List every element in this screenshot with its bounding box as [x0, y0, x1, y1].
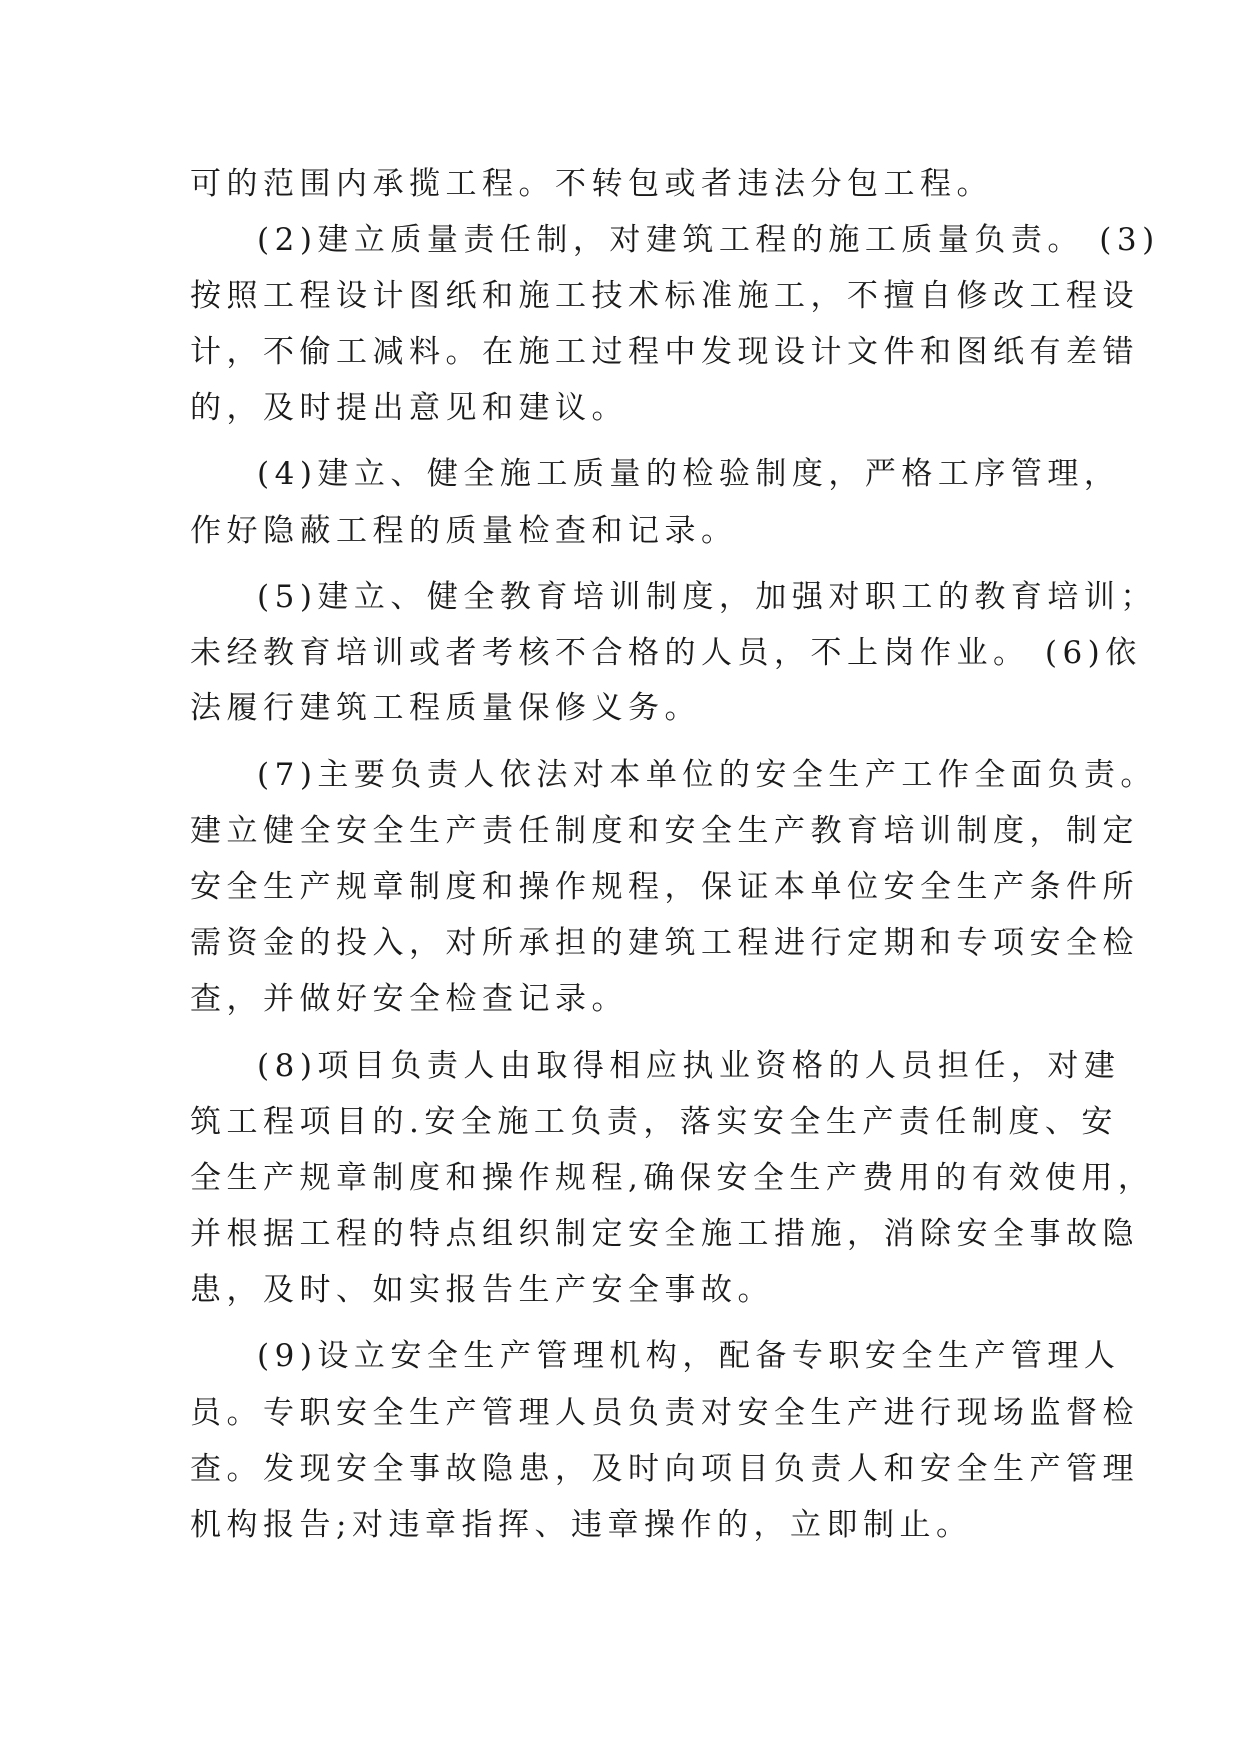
text-line: 并根据工程的特点组织制定安全施工措施，消除安全事故隐 — [190, 1216, 1139, 1252]
text-line: (4)建立、健全施工质量的检验制度，严格工序管理， — [257, 456, 1121, 492]
text-line: 全生产规章制度和操作规程,确保安全生产费用的有效使用， — [190, 1160, 1155, 1196]
text-line: 建立健全安全生产责任制度和安全生产教育培训制度，制定 — [190, 813, 1139, 849]
text-line: 机构报告;对违章指挥、违章操作的，立即制止。 — [190, 1507, 973, 1543]
text-line: 患，及时、如实报告生产安全事故。 — [190, 1272, 774, 1308]
text-line: 查。发现安全事故隐患，及时向项目负责人和安全生产管理 — [190, 1451, 1139, 1487]
text-line: 法履行建筑工程质量保修义务。 — [190, 690, 701, 726]
text-line: (8)项目负责人由取得相应执业资格的人员担任，对建 — [257, 1048, 1121, 1084]
text-line: 的，及时提出意见和建议。 — [190, 390, 628, 426]
text-line: 可的范围内承揽工程。不转包或者违法分包工程。 — [190, 166, 993, 202]
text-line: 计，不偷工减料。在施工过程中发现设计文件和图纸有差错 — [190, 334, 1139, 370]
text-line: (7)主要负责人依法对本单位的安全生产工作全面负责。 — [257, 757, 1157, 793]
text-line: 安全生产规章制度和操作规程，保证本单位安全生产条件所 — [190, 869, 1139, 905]
text-line: 筑工程项目的.安全施工负责，落实安全生产责任制度、安 — [190, 1104, 1118, 1140]
text-line: 作好隐蔽工程的质量检查和记录。 — [190, 513, 738, 549]
text-line: (9)设立安全生产管理机构，配备专职安全生产管理人 — [257, 1338, 1121, 1374]
text-line: (2)建立质量责任制，对建筑工程的施工质量负责。 (3) — [257, 222, 1160, 258]
text-line: 员。专职安全生产管理人员负责对安全生产进行现场监督检 — [190, 1395, 1139, 1431]
text-line: 查，并做好安全检查记录。 — [190, 981, 628, 1017]
text-line: 未经教育培训或者考核不合格的人员，不上岗作业。 (6)依 — [190, 635, 1142, 671]
text-line: 按照工程设计图纸和施工技术标准施工，不擅自修改工程设 — [190, 278, 1139, 314]
text-line: 需资金的投入，对所承担的建筑工程进行定期和专项安全检 — [190, 925, 1139, 961]
text-line: (5)建立、健全教育培训制度，加强对职工的教育培训； — [257, 579, 1157, 615]
